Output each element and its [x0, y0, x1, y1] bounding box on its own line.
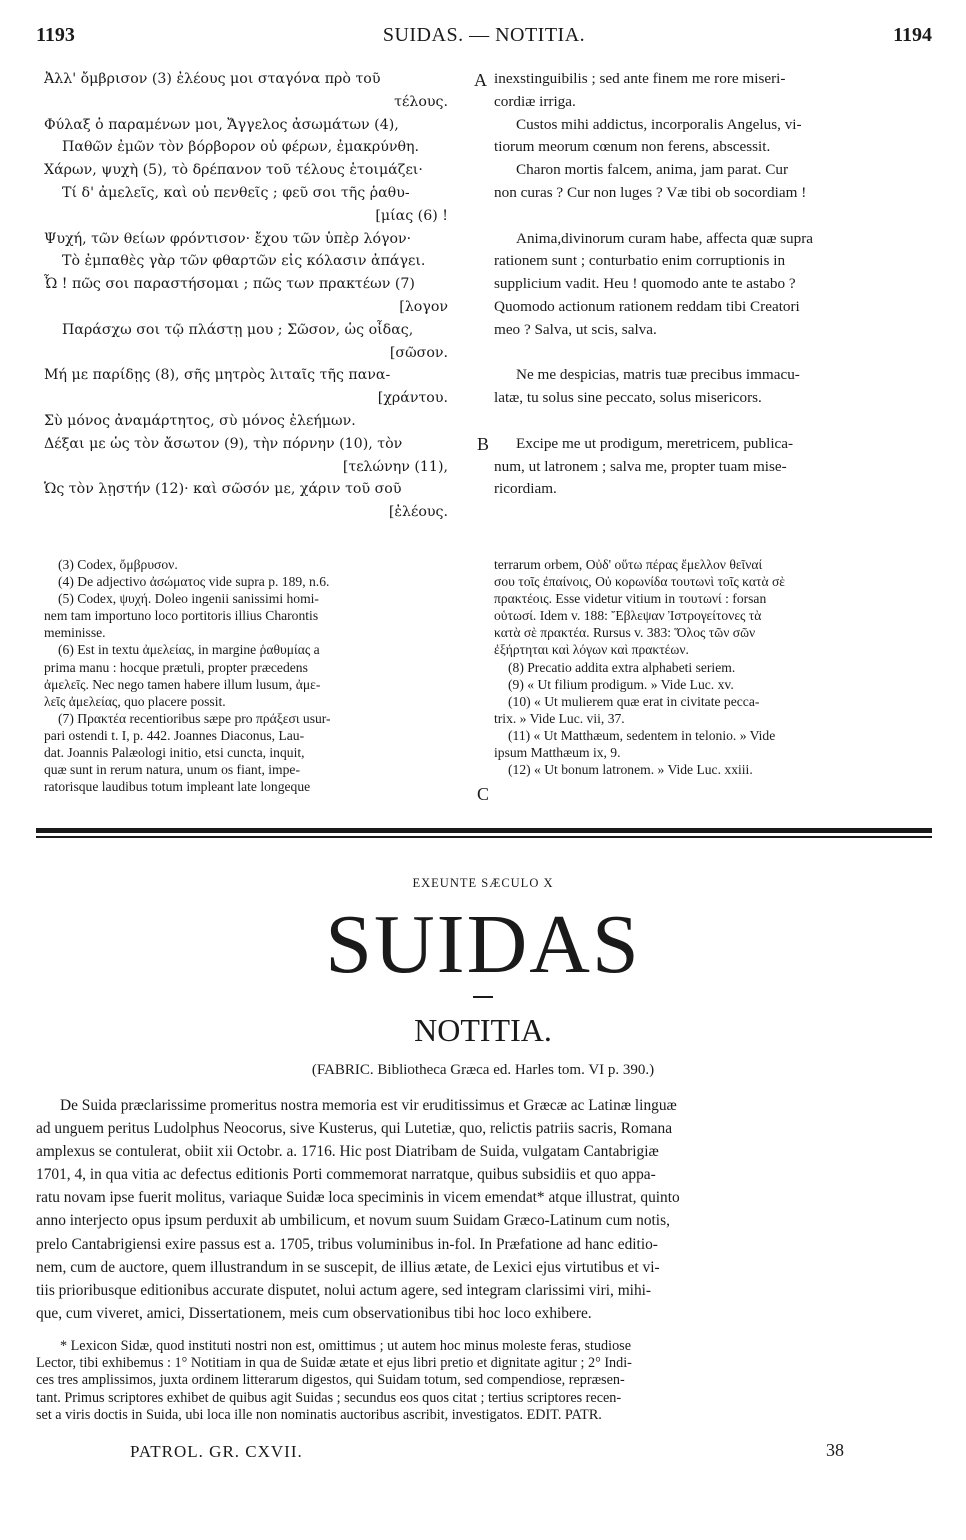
section-kicker: EXEUNTE SÆCULO X	[412, 876, 554, 890]
body-text-line: De Suida præclarissime promeritus nostra memoria est vir eruditissimus et Græcæ ac Latinæ linguæ	[60, 1097, 677, 1114]
latin-verse-line: meo ? Salva, ut scis, salva.	[494, 320, 657, 338]
body-text-line: prelo Cantabrigiensi exire passus est a. 1705, tribus voluminibus in-fol. In Præfatione ad hanc editio-	[36, 1235, 658, 1253]
footnote-line: (12) « Ut bonum latronem. » Vide Luc. xxiii.	[508, 762, 753, 778]
section-title: SUIDAS	[325, 898, 641, 991]
editor-note-line: tant. Primus scriptores exhibet de quibus agit Suidas ; secundus eos quos citat ; tertius scriptores recen-	[36, 1389, 622, 1406]
footnote-line: prima manu : hocque prætuli, propter præcedens	[44, 659, 308, 675]
footnote-line: ἀμελεῖς. Nec nego tamen habere illum lusum, ἀμε-	[44, 676, 321, 692]
footnote-line: οὑτωσί. Idem v. 188: Ἔβλεψαν Ἰστρογείτονες τὰ	[494, 608, 762, 624]
footnote-line: trix. » Vide Luc. vii, 37.	[494, 710, 625, 726]
footnote-line: quæ sunt in rerum natura, unum os fiant, impe-	[44, 762, 300, 778]
running-header	[36, 24, 932, 54]
greek-verse-line: [ἐλέους.	[388, 504, 448, 521]
latin-verse-line: cordiæ irriga.	[494, 92, 576, 110]
footnote-line: (3) Codex, ὄμβρυσον.	[58, 557, 178, 572]
greek-verse-line: Σὺ μόνος ἀναμάρτητος, σὺ μόνος ἐλεήμων.	[44, 412, 356, 429]
footnote-line: ἐξήρτηται καὶ λόγων καὶ πρακτέων.	[494, 642, 689, 658]
greek-verse-line: Ἀλλ' ὄμβρισον (3) ἐλέους μοι σταγόνα πρὸ τοῦ	[44, 71, 381, 87]
footnote-line: ipsum Matthæum ix, 9.	[494, 745, 621, 761]
latin-verse-line: Quomodo actionum rationem reddam tibi Creatori	[494, 297, 800, 315]
editor-note-line: * Lexicon Sidæ, quod instituti nostri non est, omittimus ; ut autem hoc minus moleste feras, studiose	[60, 1338, 632, 1354]
greek-verse-line: τέλους.	[394, 93, 448, 110]
footnote-line: (5) Codex, ψυχή. Doleo ingenii sanissimi homi-	[58, 591, 319, 607]
sheet-number: 38	[826, 1440, 844, 1460]
latin-verse-line: supplicium vadit. Heu ! quomodo ante te astabo ?	[494, 275, 796, 293]
column-marker-a: A	[474, 70, 487, 90]
body-text-line: tiis prioribusque editionibus accurate disputet, nolui actum agere, sed integram clarissimi viri, mihi-	[36, 1281, 652, 1299]
footnote-line: terrarum orbem, Οὐδ' οὕτω πέρας ἔμελλον θεῖναί	[494, 557, 763, 572]
section-rule-thick	[36, 828, 932, 833]
greek-verse-line: Ὦ ! πῶς σοι παραστήσομαι ; πῶς των πρακτέων (7)	[44, 276, 415, 293]
footnote-line: dat. Joannis Palæologi initio, etsi cuncta, inquit,	[44, 745, 305, 761]
body-text-line: nem, cum de auctore, quem illustrandum in se suscepit, de illius ætate, de Lexici ejus virtutibus et vi-	[36, 1258, 660, 1276]
running-title: SUIDAS. — NOTITIA.	[382, 24, 586, 46]
footnote-line: (7) Πρακτέα recentioribus sæpe pro πράξεσι usur-	[58, 710, 331, 726]
body-text-line: que, cum viveret, amici, Dissertationem, meis cum observationibus tibi hoc loco exhibere.	[36, 1304, 592, 1322]
latin-verse-line	[494, 410, 932, 433]
greek-verse-line: Τὸ ἐμπαθὲς γὰρ τῶν φθαρτῶν εἰς κόλασιν ἀπάγει.	[62, 253, 426, 270]
body-text-line: anno interjecto opus ipsum perduxit ab umbilicum, et novum suum Suidam Græco-Latinum cum notis,	[36, 1212, 670, 1230]
body-text-line: amplexus se contulerat, obiit xii Octobr. a. 1716. Hic post Diatribam de Suida, vulgatam Cantabrigiæ	[36, 1143, 659, 1161]
latin-verse-line	[494, 342, 932, 365]
footnote-line: (9) « Ut filium prodigum. » Vide Luc. xv.	[508, 676, 734, 692]
bibliographic-citation: (FABRIC. Bibliotheca Græca ed. Harles tom. VI p. 390.)	[311, 1062, 655, 1078]
editor-note-line: ces tres amplissimos, juxta ordinem litterarum digestos, qui Suidam totum, sed compendiose, repræsen-	[36, 1372, 625, 1389]
footnote-line: (6) Est in textu ἀμελείας, in margine ῥαθυμίας a	[58, 642, 320, 658]
latin-verse-line: inexstinguibilis ; sed ante finem me rore miseri-	[494, 70, 786, 87]
greek-verse-line: [χράντου.	[377, 390, 448, 407]
editor-note-line: Lector, tibi exhibemus : 1° Notitiam in qua de Suidæ ætate et ejus libri pretio et dignitate agitur ; 2° Indi-	[36, 1355, 632, 1372]
greek-verse-line: [τελώνην (11),	[342, 458, 448, 475]
greek-verse-line: [μίας (6) !	[375, 207, 448, 224]
greek-verse-line: Δέξαι με ὡς τὸν ἄσωτον (9), τὴν πόρνην (10), τὸν	[44, 435, 403, 452]
latin-verse-line: num, ut latronem ; salva me, propter tuam mise-	[494, 457, 787, 475]
greek-verse-line: Μή με παρίδῃς (8), σῆς μητρὸς λιταῖς τῆς πανα-	[44, 367, 391, 384]
footnote-line: κατὰ σὲ πρακτέα. Rursus v. 383: Ὅλος τῶν σῶν	[494, 625, 756, 641]
series-footer: PATROL. GR. CXVII.	[130, 1442, 303, 1461]
footnote-line: (4) De adjectivo ἀσώματος vide supra p. 189, n.6.	[58, 574, 330, 590]
greek-verse-line: Παθῶν ἐμῶν τὸν βόρβορον οὐ φέρων, ἐμακρύνθη.	[62, 139, 420, 156]
latin-verse-line: Anima,divinorum curam habe, affecta quæ supra	[516, 229, 814, 247]
body-text-line: ad unguem peritus Ludolphus Neocorus, sive Kusterus, qui Lutetiæ, quo, relictis patriis sacris, Romana	[36, 1120, 673, 1138]
footnote-line: (10) « Ut mulierem quæ erat in civitate pecca-	[508, 693, 760, 709]
body-text-line: 1701, 4, in qua vitia ac defectus editionis Porti commemorat narratque, quibus subsidiis et quo appa-	[36, 1166, 656, 1184]
greek-verse-line: Φύλαξ ὁ παραμένων μοι, Ἄγγελος ἀσωμάτων (4),	[44, 116, 399, 133]
latin-verse-line: Ne me despicias, matris tuæ precibus immacu-	[516, 366, 800, 384]
editor-note-line: set a viris doctis in Suida, ubi loca ille non nominatis auctoribus ascribit, investigatos. EDIT. PATR.	[36, 1406, 602, 1423]
section-subtitle: NOTITIA.	[414, 1012, 552, 1048]
latin-verse-line: non curas ? Cur non luges ? Væ tibi ob socordiam !	[494, 183, 807, 201]
footnote-line: pari ostendi t. I, p. 442. Joannes Diaconus, Lau-	[44, 727, 305, 743]
footnote-line: σου τοῖς ἐπαίνοις, Οὐ κορωνίδα τουτωνὶ τοῖς κατὰ σὲ	[494, 574, 786, 590]
body-text	[36, 1094, 932, 1325]
body-text-line: ratu novam ipse fuerit molitus, variaque Suidæ loca speciminis in vicem emendat* atque illustrat, quinto	[36, 1189, 680, 1207]
latin-verse-line: Charon mortis falcem, anima, jam parat. Cur	[516, 161, 789, 179]
page-number-left: 1193	[36, 24, 75, 46]
footnotes-right	[494, 556, 932, 778]
greek-verse-line: Ψυχή, τῶν θείων φρόντισον· ἔχου τῶν ὑπὲρ λόγον·	[44, 230, 412, 247]
latin-verse-line: Custos mihi addictus, incorporalis Angelus, vi-	[516, 115, 802, 133]
greek-verse-line: Ὡς τὸν λῃστήν (12)· καὶ σῶσόν με, χάριν τοῦ σοῦ	[44, 481, 402, 498]
footnote-line: (11) « Ut Matthæum, sedentem in telonio. » Vide	[508, 727, 776, 743]
footnotes-left	[44, 556, 474, 795]
column-marker-b: B	[477, 434, 490, 454]
latin-verse-line: latæ, tu solus sine peccato, solus misericors.	[494, 389, 762, 407]
footnote-line: meminisse.	[44, 625, 106, 641]
latin-verse-line: Excipe me ut prodigum, meretricem, publica-	[516, 434, 794, 452]
latin-verse-line: rationem sunt ; conturbatio enim corruptionis in	[494, 252, 786, 270]
section-rule-thin	[36, 836, 932, 838]
latin-verse-line: ricordiam.	[494, 480, 557, 498]
latin-verse-line	[494, 205, 932, 228]
greek-verse-line: Τί δ' ἀμελεῖς, καὶ οὐ πενθεῖς ; φεῦ σοι τῆς ῥαθυ-	[62, 184, 410, 201]
title-divider	[473, 996, 493, 998]
greek-verse-line: [σῶσον.	[389, 344, 448, 361]
latin-verse-line: tiorum meorum cœnum non ferens, abscessit.	[494, 138, 771, 156]
greek-verse-line: Χάρων, ψυχὴ (5), τὸ δρέπανον τοῦ τέλους ἑτοιμάζει·	[44, 162, 423, 179]
footnote-line: ratorisque laudibus totum impleant late longeque	[44, 779, 311, 795]
editor-footnote	[36, 1338, 932, 1424]
footnote-line: (8) Precatio addita extra alphabeti seriem.	[508, 659, 736, 675]
footnote-line: nem tam importuno loco portitoris illius Charontis	[44, 608, 319, 624]
greek-verse-line: [λογον	[399, 298, 448, 315]
column-marker-c: C	[477, 784, 490, 804]
footnote-line: λεῖς ἀμελείας, quo placere possit.	[44, 693, 226, 709]
greek-verse-line: Παράσχω σοι τῷ πλάστῃ μου ; Σῶσον, ὡς οἶδας,	[62, 321, 414, 338]
footnote-line: πρακτέοις. Esse videtur vitium in τουτωνί : forsan	[494, 591, 767, 607]
page-number-right: 1194	[893, 24, 932, 46]
latin-translation-column	[494, 68, 932, 501]
greek-verse-column	[44, 68, 464, 524]
